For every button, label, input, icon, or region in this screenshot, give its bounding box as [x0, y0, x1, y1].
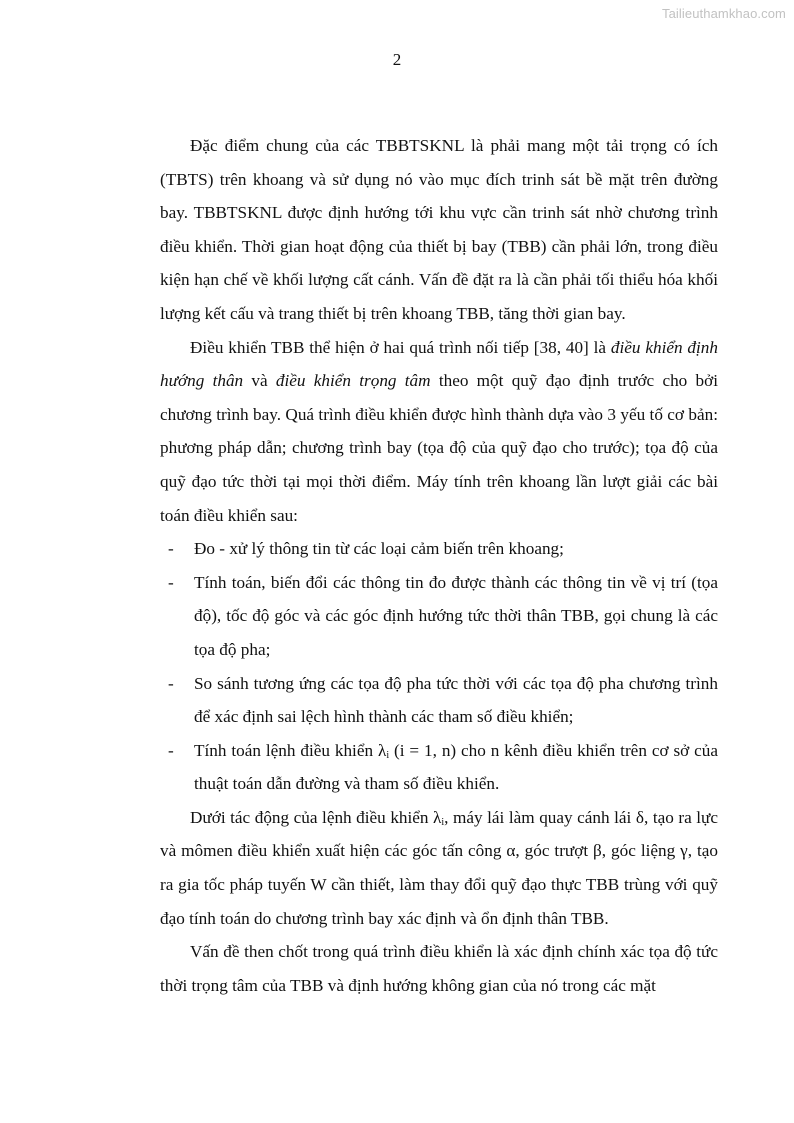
list-dash: - — [168, 673, 174, 693]
paragraph-2-text-c: theo một quỹ đạo định trước cho bởi chương trình bay. Quá trình điều khiển được hình thành dựa vào 3 yếu tố cơ bản: phương pháp dẫn; chương trình bay (tọa độ của quỹ đạo cho trước); tọa độ của quỹ đạo tức thời tại mọi thời điểm. Máy tính trên khoang lần lượt giải các bài toán điều khiển sau: — [160, 371, 718, 525]
list-item — [160, 532, 718, 566]
task-list — [160, 532, 718, 801]
paragraph-4: Vấn đề then chốt trong quá trình điều khiển là xác định chính xác tọa độ tức thời trọng tâm của TBB và định hướng không gian của nó trong các mặt — [160, 942, 718, 995]
paragraph-3-text-a: Dưới tác động của lệnh điều khiển λ — [190, 807, 442, 827]
paragraph-2-emphasis-2: điều khiển trọng tâm — [275, 371, 431, 391]
paragraph-2-emphasis-1: điều khiển định hướng thân — [160, 337, 718, 391]
page-number: 2 — [392, 50, 402, 69]
paragraph-2-text-b: và — [243, 371, 276, 391]
paragraph-3 — [160, 801, 718, 935]
list-item — [160, 566, 718, 667]
subscript-i: i — [386, 749, 390, 761]
document-body — [160, 129, 718, 1002]
subscript-i: i — [441, 816, 445, 828]
paragraph-2 — [160, 331, 718, 533]
list-item — [160, 667, 718, 734]
list-item-text-b: (i = 1, n) cho n kênh điều khiển trên cơ sở của thuật toán dẫn đường và tham số điều khiển. — [194, 740, 718, 794]
paragraph-3-text-b: , máy lái làm quay cánh lái δ, tạo ra lực và mômen điều khiển xuất hiện các góc tấn công α, góc trượt β, góc liệng γ, tạo ra gia tốc pháp tuyến W cần thiết, làm thay đổi quỹ đạo thực TBB trùng với quỹ đạo tính toán do chương trình bay xác định và ổn định thân TBB. — [160, 807, 718, 928]
list-item-text: Tính toán, biến đổi các thông tin đo được thành các thông tin về vị trí (tọa độ), tốc độ góc và các góc định hướng tức thời thân TBB, gọi chung là các tọa độ pha; — [194, 572, 718, 659]
list-item-text: Đo - xử lý thông tin từ các loại cảm biến trên khoang; — [194, 539, 564, 559]
list-dash: - — [168, 572, 174, 592]
list-dash: - — [168, 740, 174, 760]
list-item — [160, 734, 718, 801]
list-item-text-a: Tính toán lệnh điều khiển λ — [194, 740, 387, 760]
paragraph-1: Đặc điểm chung của các TBBTSKNL là phải mang một tải trọng có ích (TBTS) trên khoang và sử dụng nó vào mục đích trinh sát bề mặt trên đường bay. TBBTSKNL được định hướng tới khu vực cần trinh sát nhờ chương trình điều khiển. Thời gian hoạt động của thiết bị bay (TBB) cần phải lớn, trong điều kiện hạn chế về khối lượng cất cánh. Vấn đề đặt ra là cần phải tối thiểu hóa khối lượng kết cấu và trang thiết bị trên khoang TBB, tăng thời gian bay. — [160, 136, 718, 323]
paragraph-2-text-a: Điều khiển TBB thể hiện ở hai quá trình nối tiếp [38, 40] là — [190, 337, 611, 357]
list-dash: - — [168, 539, 174, 559]
list-item-text: So sánh tương ứng các tọa độ pha tức thời với các tọa độ pha chương trình để xác định sai lệch hình thành các tham số điều khiển; — [194, 673, 718, 727]
watermark: Tailieuthamkhao.com — [661, 6, 786, 21]
